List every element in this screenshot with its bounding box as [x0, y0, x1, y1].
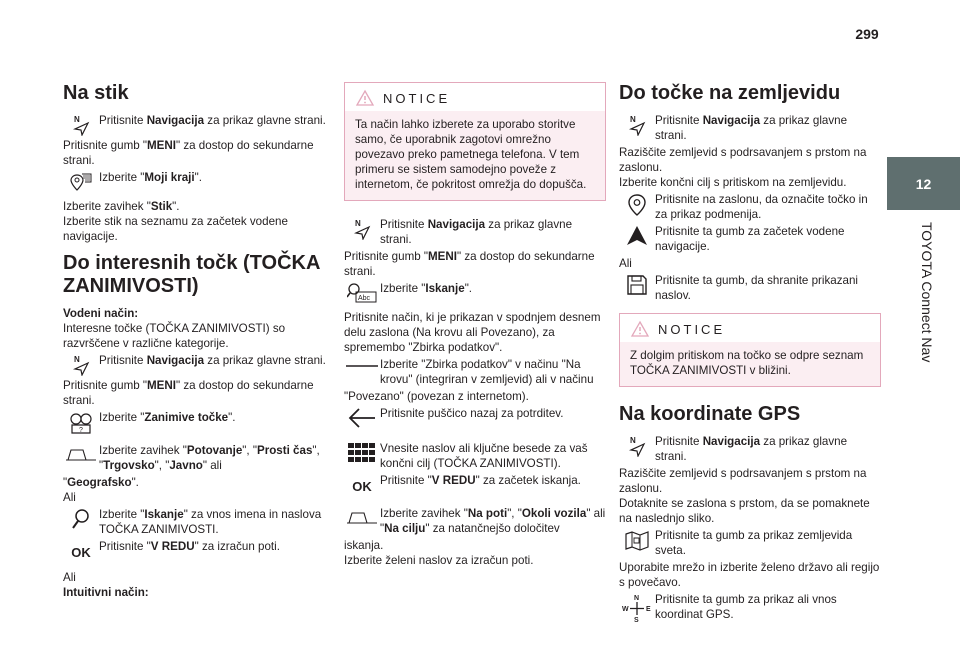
paragraph: Uporabite mrežo in izberite želeno državo ali regijo s povečavo.: [619, 561, 880, 589]
column-1: [63, 82, 333, 600]
svg-text:W: W: [622, 606, 629, 613]
instruction-row: [619, 592, 881, 623]
heading-tocka-na-zemljevidu: Do točke na zemljevidu: [619, 82, 841, 104]
paragraph: Ali: [63, 491, 76, 504]
paragraph: Raziščite zemljevid s podrsavanjem s prstom na zaslonu.: [619, 467, 867, 495]
instruction-row: [344, 406, 606, 429]
instruction-row: [344, 357, 606, 387]
paragraph: Ali: [63, 571, 76, 584]
notice-text: Ta način lahko izberete za uporabo storitve samo, če uporabnik zagotovi omrežno povezavo preko pametnega telefona. V tem primeru se sistem samodejno poveže z internetom, če pokritost omrežja do dopušča.: [345, 111, 605, 200]
search-keyboard-icon: [344, 281, 380, 304]
instruction-text: Izberite "Iskanje".: [380, 282, 473, 295]
instruction-row: [63, 410, 333, 435]
paragraph: "Geografsko".: [63, 476, 139, 489]
instruction-text: Izberite "Moji kraji".: [99, 171, 202, 184]
instruction-row: [63, 443, 333, 473]
svg-text:N: N: [630, 436, 636, 445]
instruction-row: [619, 192, 881, 222]
paragraph: Dotaknite se zaslona s prstom, da se pomaknete na naslednjo sliko.: [619, 497, 870, 525]
navigation-arrow-icon: [63, 113, 99, 136]
instruction-text: Pritisnite Navigacija za prikaz glavne strani.: [380, 218, 573, 246]
svg-text:S: S: [634, 617, 639, 623]
instruction-row: [63, 539, 333, 560]
back-arrow-icon: [344, 406, 380, 429]
world-map-icon: [619, 528, 655, 551]
instruction-row: [619, 434, 881, 464]
instruction-text: Pritisnite ta gumb, da shranite prikazani naslov.: [655, 274, 858, 302]
instruction-text: Vnesite naslov ali ključne besede za vaš končni cilj (TOČKA ZANIMIVOSTI).: [380, 442, 588, 470]
instruction-text: Izberite zavihek "Na poti", "Okoli vozila" ali "Na cilju" za natančnejšo določitev: [380, 507, 606, 535]
search-magnifier-icon: [63, 507, 99, 530]
notice-box: [344, 82, 606, 201]
notice-title: NOTICE: [383, 90, 451, 106]
heading-koordinate-gps: Na koordinate GPS: [619, 403, 801, 425]
column-3: [619, 82, 881, 625]
paragraph: Pritisnite gumb "MENI" za dostop do sekundarne strani.: [63, 379, 314, 407]
instruction-text: Pritisnite Navigacija za prikaz glavne strani.: [99, 354, 326, 367]
notice-text: Z dolgim pritiskom na točko se odpre seznam TOČKA ZANIMIVOSTI v bližini.: [620, 342, 880, 386]
paragraph: Interesne točke (TOČKA ZANIMIVOSTI) so razvrščene v različne kategorije.: [63, 322, 286, 350]
navigation-arrow-icon: [619, 434, 655, 457]
paragraph: Pritisnite gumb "MENI" za dostop do sekundarne strani.: [344, 250, 595, 278]
notice-header: [345, 83, 605, 111]
paragraph: Izberite želeni naslov za izračun poti.: [344, 554, 534, 567]
paragraph: Raziščite zemljevid s podrsavanjem s prstom na zaslonu.: [619, 146, 867, 174]
instruction-text: Pritisnite puščico nazaj za potrditev.: [380, 407, 564, 420]
page-number: 299: [855, 26, 879, 42]
instruction-text: Pritisnite Navigacija za prikaz glavne strani.: [655, 435, 848, 463]
paragraph: Intuitivni način:: [63, 586, 149, 599]
instruction-row: [344, 441, 606, 471]
navigation-arrow-icon: [619, 113, 655, 136]
instruction-text: Pritisnite Navigacija za prikaz glavne strani.: [655, 114, 848, 142]
tab-bar-icon: [344, 506, 380, 525]
instruction-row: [63, 113, 333, 136]
instruction-row: [63, 507, 333, 537]
instruction-text: Pritisnite Navigacija za prikaz glavne strani.: [99, 114, 326, 127]
instruction-row: [63, 353, 333, 376]
svg-text:?: ?: [79, 427, 83, 434]
instruction-row: [344, 281, 606, 304]
paragraph: Izberite končni cilj s pritiskom na zemljevidu.: [619, 176, 847, 189]
instruction-text: Pritisnite "V REDU" za začetek iskanja.: [380, 474, 581, 487]
pin-map-icon: [63, 170, 99, 193]
paragraph: Izberite zavihek "Stik".: [63, 200, 180, 213]
instruction-text: Izberite "Zanimive točke".: [99, 411, 236, 424]
notice-box: [619, 313, 881, 387]
instruction-row: [619, 224, 881, 254]
paragraph: Pritisnite gumb "MENI" za dostop do sekundarne strani.: [63, 139, 314, 167]
save-floppy-icon: [619, 273, 655, 296]
start-guidance-arrow-icon: [619, 224, 655, 247]
instruction-row: [63, 170, 333, 193]
svg-text:Abc: Abc: [358, 295, 371, 302]
paragraph: Vodeni način:: [63, 307, 139, 320]
paragraph: Izberite stik na seznamu za začetek vodene navigacije.: [63, 215, 288, 243]
instruction-row: [344, 217, 606, 247]
ok-icon: OK: [71, 545, 91, 560]
svg-text:N: N: [74, 355, 80, 364]
instruction-text: Izberite "Iskanje" za vnos imena in naslova TOČKA ZANIMIVOSTI.: [99, 508, 322, 536]
poi-search-icon: [63, 410, 99, 435]
svg-text:N: N: [74, 115, 80, 124]
navigation-arrow-icon: [63, 353, 99, 376]
instruction-row: [344, 473, 606, 494]
instruction-row: [619, 113, 881, 143]
instruction-text: Pritisnite na zaslonu, da označite točko in za prikaz podmenija.: [655, 193, 868, 221]
paragraph: Ali: [619, 257, 632, 270]
tab-bar-icon: [63, 443, 99, 462]
paragraph: Pritisnite način, ki je prikazan v spodnjem desnem delu zaslona (Na krovu ali Povezano), za spremembo "Zbirka podatkov".: [344, 311, 601, 354]
paragraph: "Povezano" (povezan z internetom).: [344, 390, 529, 403]
svg-text:N: N: [630, 115, 636, 124]
warning-triangle-icon: [355, 89, 375, 107]
ok-icon: OK: [352, 479, 372, 494]
instruction-row: [344, 506, 606, 536]
database-bar-icon: [344, 357, 380, 372]
instruction-text: Pritisnite ta gumb za prikaz zemljevida sveta.: [655, 529, 853, 557]
instruction-text: Pritisnite "V REDU" za izračun poti.: [99, 540, 280, 553]
navigation-arrow-icon: [344, 217, 380, 240]
instruction-row: [619, 273, 881, 303]
section-number: 12: [887, 157, 960, 210]
compass-coordinates-icon: [619, 592, 655, 623]
notice-title: NOTICE: [658, 321, 726, 337]
instruction-text: Izberite zavihek "Potovanje", "Prosti čas", "Trgovsko", "Javno" ali: [99, 444, 320, 472]
instruction-text: Pritisnite ta gumb za prikaz ali vnos koordinat GPS.: [655, 593, 837, 621]
instruction-text: Pritisnite ta gumb za začetek vodene navigacije.: [655, 225, 845, 253]
heading-interesne-tocke: Do interesnih točk (TOČKA ZANIMIVOSTI): [63, 252, 321, 297]
section-tab: [887, 0, 960, 649]
paragraph: iskanja.: [344, 539, 384, 552]
section-label: TOYOTA Connect Nav: [919, 222, 935, 363]
warning-triangle-icon: [630, 320, 650, 338]
svg-text:N: N: [355, 219, 361, 228]
instruction-text: Izberite "Zbirka podatkov" v načinu "Na krovu" (integriran v zemljevid) ali v načinu: [380, 358, 594, 386]
map-pin-icon: [619, 192, 655, 217]
instruction-row: [619, 528, 881, 558]
keyboard-grid-icon: [344, 441, 380, 464]
svg-text:N: N: [634, 595, 640, 602]
heading-na-stik: Na stik: [63, 82, 129, 104]
svg-text:E: E: [646, 606, 651, 613]
column-2: [344, 82, 606, 568]
notice-header: [620, 314, 880, 342]
